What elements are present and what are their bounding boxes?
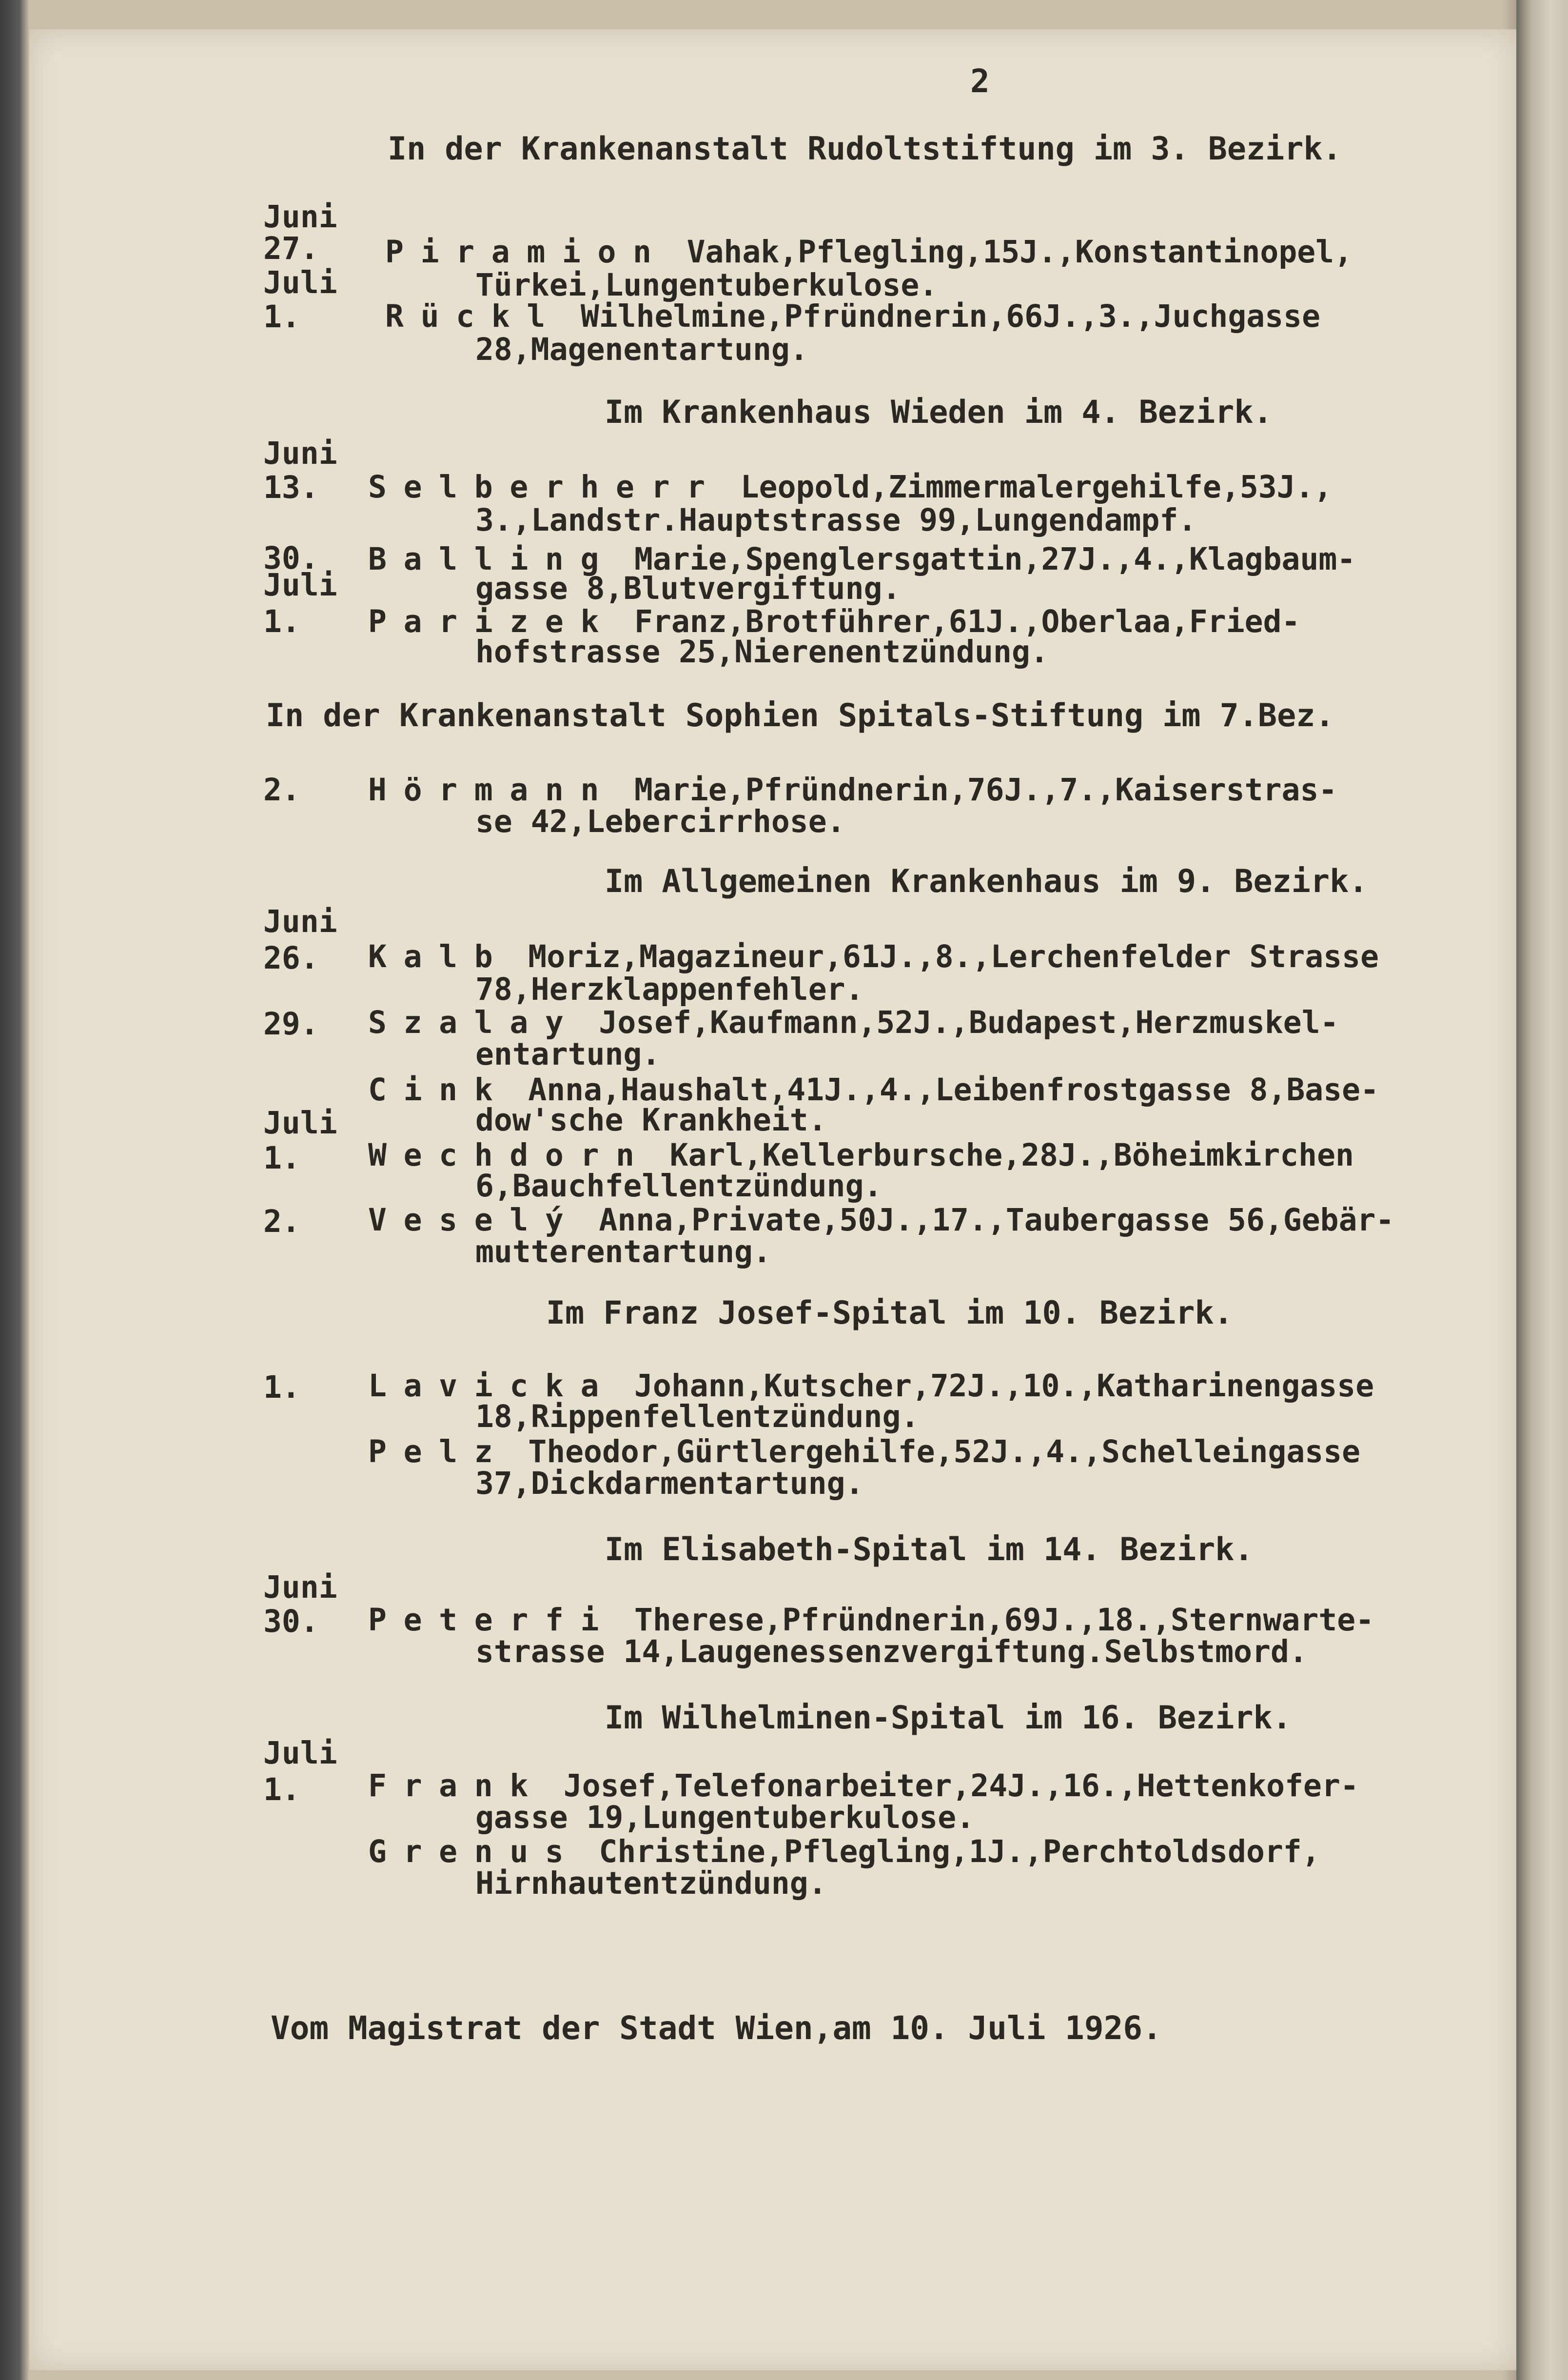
entry-line-1: [368, 1005, 1339, 1040]
entry-name: Lavicka: [368, 1368, 616, 1404]
entry-name: Wechdorn: [368, 1137, 651, 1173]
entry-month: Juni: [263, 436, 337, 471]
entry-details: Moriz,Magazineur,61J.,8.,Lerchenfelder Strasse: [528, 939, 1379, 974]
entry-line-1: [385, 234, 1352, 270]
entry-details: Marie,Pfründnerin,76J.,7.,Kaiserstras-: [634, 772, 1337, 808]
entry-line-1: [368, 1834, 1320, 1869]
entry-details: Josef,Kaufmann,52J.,Budapest,Herzmuskel-: [599, 1005, 1339, 1040]
entry-line-1: [368, 1602, 1374, 1638]
entry-day: 30.: [263, 1604, 319, 1639]
entry-day: 1.: [263, 1772, 300, 1807]
entry-day: 1.: [263, 299, 300, 335]
entry-line-2: Türkei,Lungentuberkulose.: [475, 267, 938, 303]
entry-line-1: [368, 1768, 1359, 1804]
entry-name: Frank: [368, 1768, 545, 1804]
entry-line-2: gasse 19,Lungentuberkulose.: [475, 1800, 975, 1835]
entry-line-1: [368, 772, 1337, 808]
entry-details: Leopold,Zimmermalergehilfe,53J.,: [740, 469, 1333, 505]
section-heading: Im Allgemeinen Krankenhaus im 9. Bezirk.: [605, 863, 1368, 900]
entry-details: Johann,Kutscher,72J.,10.,Katharinengasse: [634, 1368, 1374, 1404]
entry-day: 30.: [263, 540, 319, 576]
entry-details: Karl,Kellerbursche,28J.,Böheimkirchen: [669, 1137, 1354, 1173]
entry-day: 27.: [263, 231, 319, 266]
entry-month: Juni: [263, 904, 337, 939]
entry-month: Juli: [263, 1105, 337, 1141]
entry-name: Rückl: [385, 298, 562, 334]
entry-name: Grenus: [368, 1834, 581, 1869]
entry-line-2: strasse 14,Laugenessenzvergiftung.Selbstmord.: [475, 1634, 1308, 1669]
entry-name: Balling: [368, 541, 616, 577]
entry-line-1: [368, 1434, 1360, 1469]
entry-name: Selberherr: [368, 469, 722, 505]
entry-details: Franz,Brotführer,61J.,Oberlaa,Fried-: [634, 604, 1300, 639]
section-heading: In der Krankenanstalt Rudoltstiftung im 3. Bezirk.: [388, 131, 1342, 167]
entry-line-2: gasse 8,Blutvergiftung.: [475, 571, 901, 606]
entry-name: Piramion: [385, 234, 668, 270]
section-heading: In der Krankenanstalt Sophien Spitals-Stiftung im 7.Bez.: [266, 697, 1334, 734]
entry-line-2: dow'sche Krankheit.: [475, 1102, 827, 1138]
section-heading: Im Elisabeth-Spital im 14. Bezirk.: [605, 1531, 1254, 1568]
entry-line-1: [385, 298, 1320, 334]
entry-month: Juli: [263, 265, 337, 300]
adjacent-page-edge: [1516, 0, 1568, 2380]
section-heading: Im Krankenhaus Wieden im 4. Bezirk.: [605, 394, 1273, 431]
entry-details: Anna,Private,50J.,17.,Taubergasse 56,Gebär-: [599, 1202, 1394, 1238]
entry-line-2: Hirnhautentzündung.: [475, 1865, 827, 1901]
entry-details: Josef,Telefonarbeiter,24J.,16.,Hettenkofer-: [563, 1768, 1359, 1804]
entry-line-2: hofstrasse 25,Nierenentzündung.: [475, 634, 1049, 670]
page-number: 2: [970, 62, 990, 100]
entry-name: Pelz: [368, 1434, 510, 1469]
entry-day: 29.: [263, 1006, 319, 1042]
entry-line-2: 6,Bauchfellentzündung.: [475, 1168, 882, 1204]
entry-line-1: [368, 1202, 1394, 1238]
entry-day: 1.: [263, 1140, 300, 1176]
entry-day: 2.: [263, 772, 300, 808]
section-heading: Im Wilhelminen-Spital im 16. Bezirk.: [605, 1700, 1292, 1736]
entry-day: 2.: [263, 1204, 300, 1239]
entry-line-2: mutterentartung.: [475, 1234, 771, 1269]
entry-line-2: se 42,Lebercirrhose.: [475, 804, 845, 839]
entry-line-2: 18,Rippenfellentzündung.: [475, 1399, 920, 1434]
entry-line-1: [368, 939, 1379, 974]
entry-details: Christine,Pflegling,1J.,Perchtoldsdorf,: [599, 1834, 1320, 1869]
entry-line-2: 78,Herzklappenfehler.: [475, 972, 864, 1007]
entry-name: Hörmann: [368, 772, 616, 808]
entry-name: Szalay: [368, 1005, 581, 1040]
entry-month: Juli: [263, 567, 337, 603]
entry-details: Wilhelmine,Pfründnerin,66J.,3.,Juchgasse: [580, 298, 1321, 334]
entry-name: Veselý: [368, 1202, 581, 1238]
entry-details: Anna,Haushalt,41J.,4.,Leibenfrostgasse 8,Base-: [528, 1072, 1379, 1108]
entry-day: 26.: [263, 940, 319, 976]
entry-line-2: entartung.: [475, 1036, 661, 1072]
entry-details: Therese,Pfründnerin,69J.,18.,Sternwarte-: [634, 1602, 1374, 1638]
entry-day: 1.: [263, 1369, 300, 1405]
entry-details: Theodor,Gürtlergehilfe,52J.,4.,Schelleingasse: [528, 1434, 1361, 1469]
closing-line: Vom Magistrat der Stadt Wien,am 10. Juli 1926.: [271, 2009, 1162, 2047]
entry-day: 13.: [263, 470, 319, 505]
entry-line-2: 28,Magenentartung.: [475, 332, 808, 367]
entry-month: Juni: [263, 1569, 337, 1605]
entry-line-1: [368, 469, 1332, 505]
entry-name: Kalb: [368, 939, 510, 974]
entry-name: Cink: [368, 1072, 510, 1108]
entry-details: Vahak,Pflegling,15J.,Konstantinopel,: [686, 234, 1353, 270]
entry-month: Juni: [263, 199, 337, 235]
entry-day: 1.: [263, 604, 300, 639]
entry-month: Juli: [263, 1735, 337, 1771]
entry-line-2: 37,Dickdarmentartung.: [475, 1466, 864, 1501]
section-heading: Im Franz Josef-Spital im 10. Bezirk.: [546, 1295, 1233, 1331]
entry-name: Parizek: [368, 604, 616, 639]
entry-name: Peterfi: [368, 1602, 616, 1638]
entry-details: Marie,Spenglersgattin,27J.,4.,Klagbaum-: [634, 541, 1356, 577]
entry-line-2: 3.,Landstr.Hauptstrasse 99,Lungendampf.: [475, 502, 1197, 538]
